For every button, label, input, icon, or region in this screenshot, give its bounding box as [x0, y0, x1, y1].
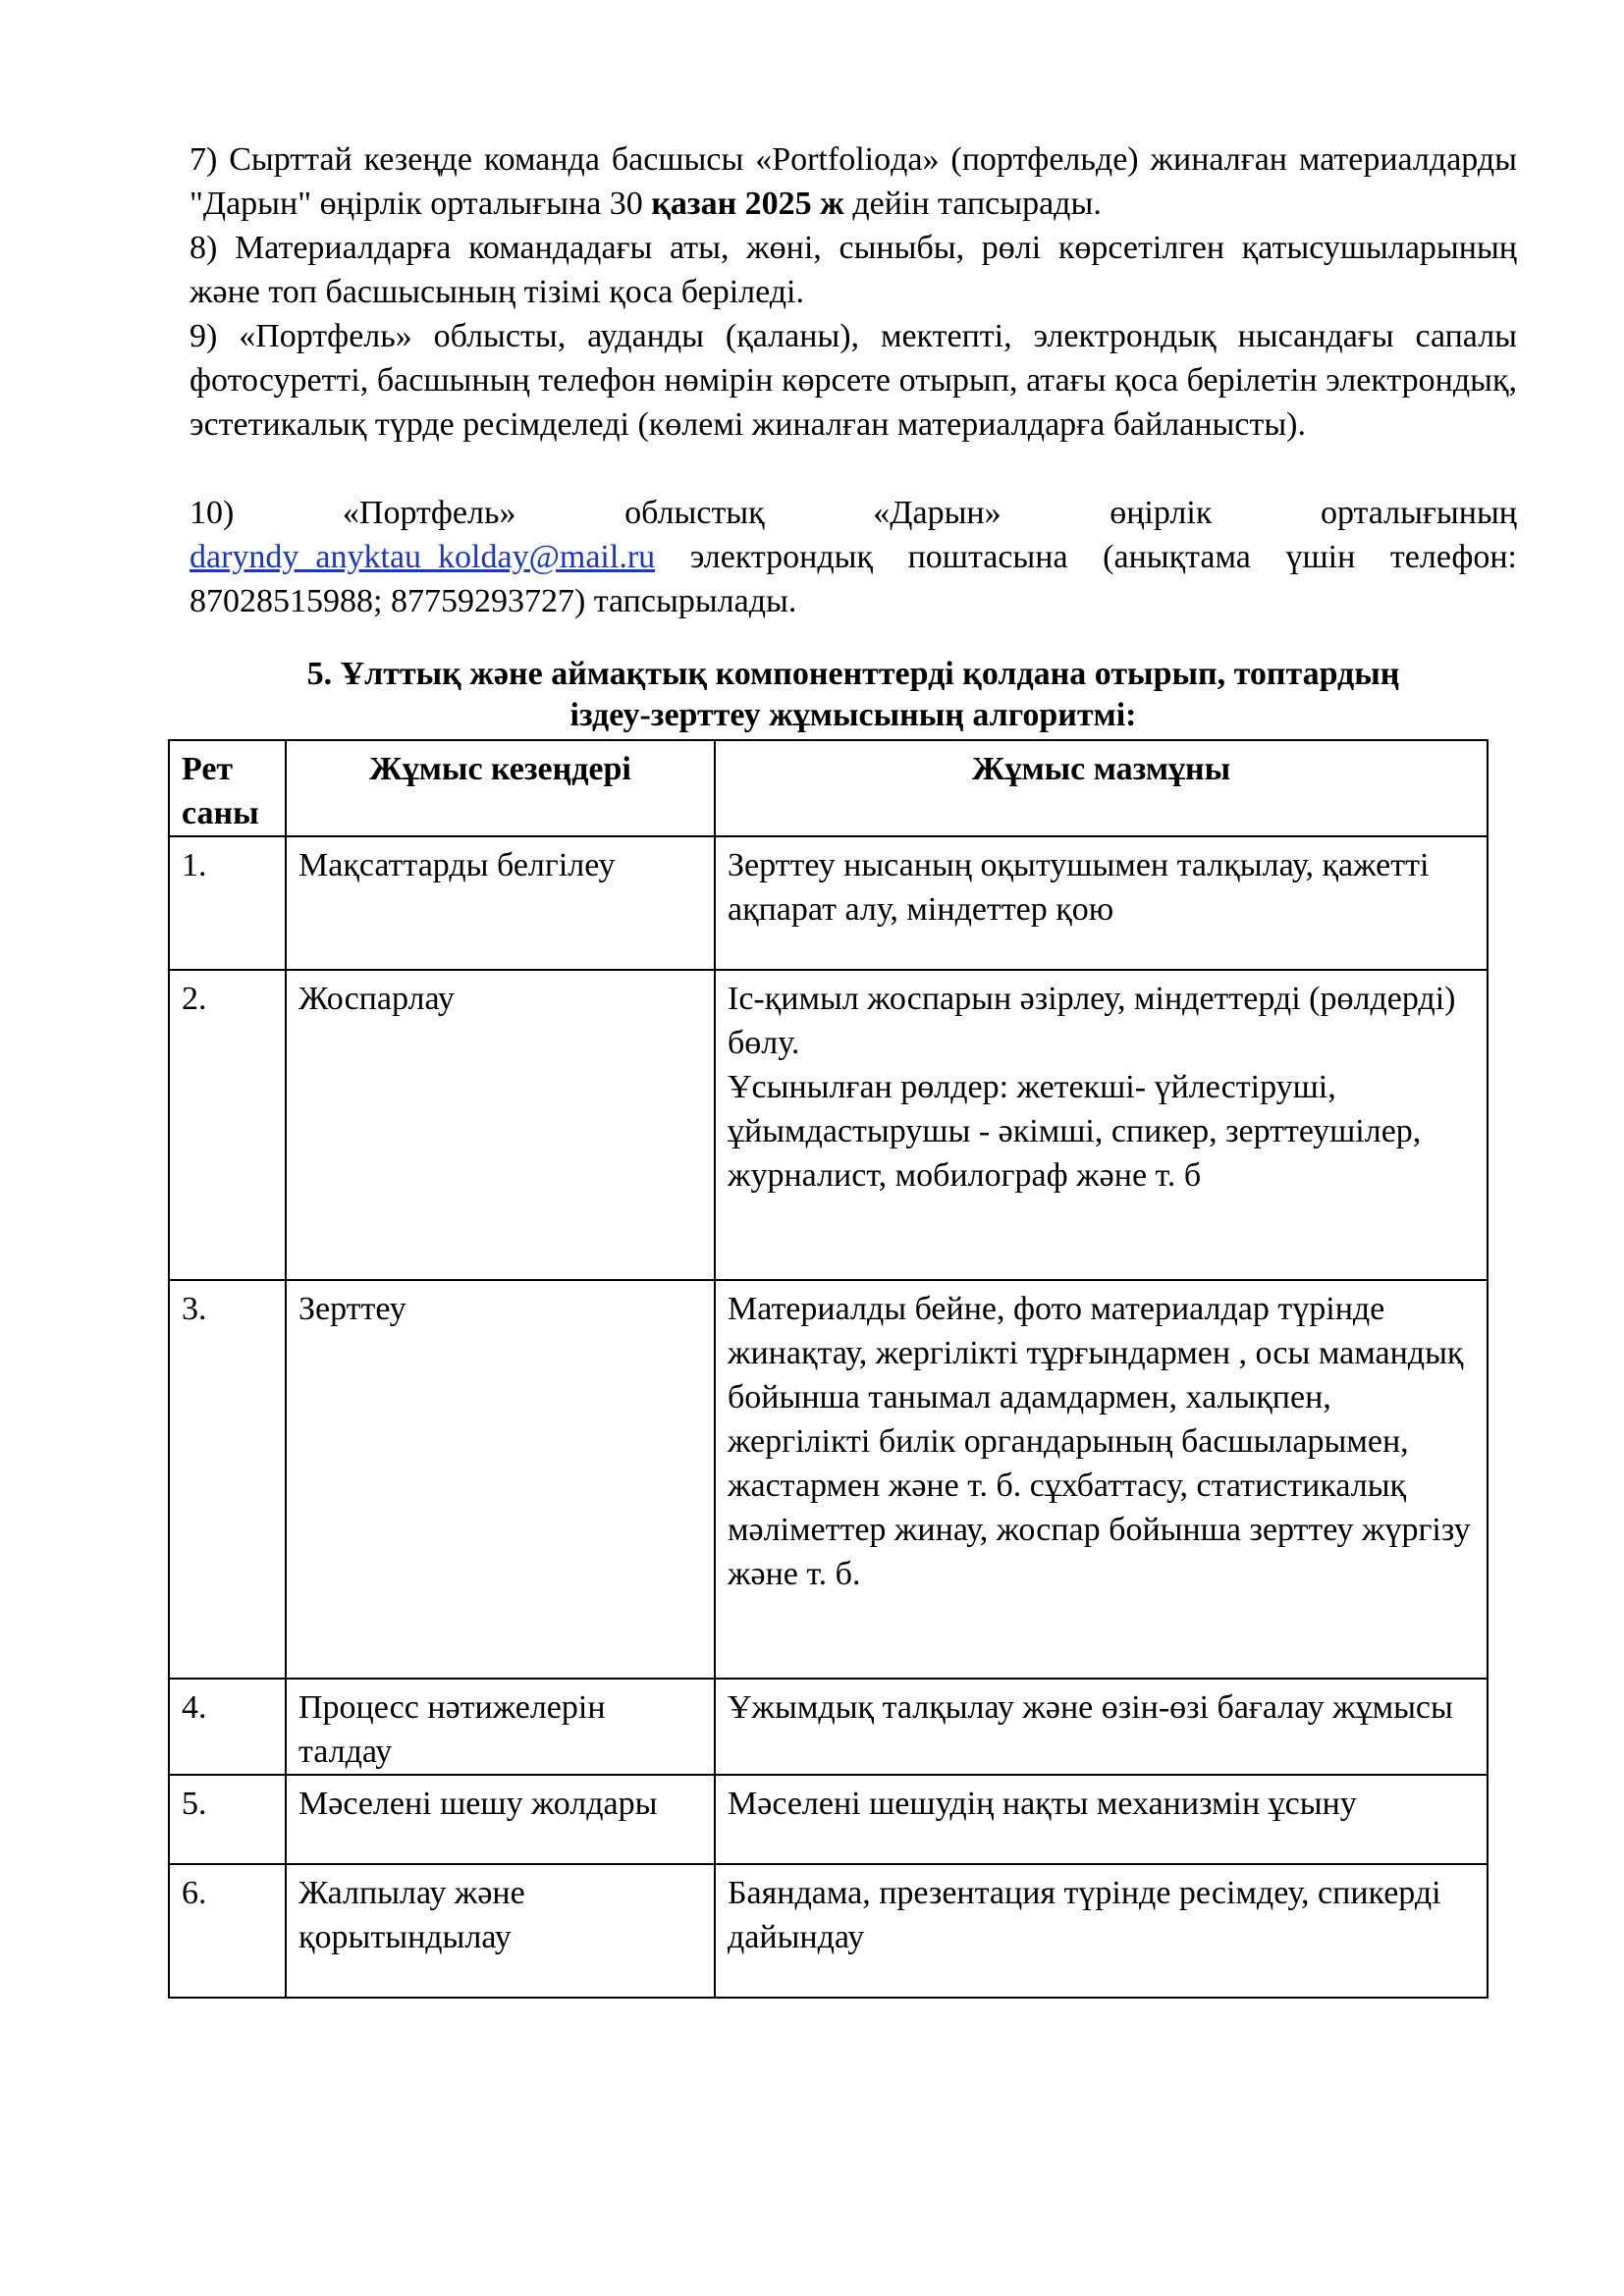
paragraph-10-tail: электрондық поштасына (анықтама үшін телефон: 87028515988; 87759293727) тапсырылады.	[189, 539, 1517, 619]
header-number: Рет саны	[169, 740, 286, 836]
row-number: 4.	[169, 1679, 286, 1775]
row-stage: Процесс нәтижелерін талдау	[286, 1679, 715, 1775]
table-row	[169, 1679, 1488, 1775]
section-heading	[189, 654, 1517, 736]
row-stage: Жоспарлау	[286, 970, 715, 1280]
row-stage: Зерттеу	[286, 1280, 715, 1679]
algorithm-table	[168, 739, 1489, 1999]
row-stage: Мақсаттарды белгілеу	[286, 836, 715, 970]
deadline-date: қазан 2025 ж	[651, 186, 844, 222]
row-number: 2.	[169, 970, 286, 1280]
paragraph-7	[189, 137, 1517, 226]
row-number: 3.	[169, 1280, 286, 1679]
section-heading-line-2: іздеу-зерттеу жұмысының алгоритмі:	[569, 697, 1137, 733]
row-content: Мәселені шешудің нақты механизмін ұсыну	[715, 1775, 1488, 1864]
paragraph-10	[189, 491, 1517, 623]
row-number: 5.	[169, 1775, 286, 1864]
table-row	[169, 1280, 1488, 1679]
row-number: 6.	[169, 1864, 286, 1998]
row-content: Баяндама, презентация түрінде ресімдеу, спикерді дайындау	[715, 1864, 1488, 1998]
row-content: Материалды бейне, фото материалдар түрінде жинақтау, жергілікті тұрғындармен , осы мамандық бойынша танымал адамдармен, халықпен, жергілікті билік органдарының басшыларымен, жастармен және т. б. сұхбаттасу, статистикалық мәліметтер жинау, жоспар бойынша зерттеу жүргізу және т. б.	[715, 1280, 1488, 1679]
table-row	[169, 970, 1488, 1280]
section-heading-line-1: 5. Ұлттық және аймақтық компоненттерді қолдана отырып, топтардың	[306, 656, 1400, 692]
row-content: Зерттеу нысаның оқытушымен талқылау, қажетті ақпарат алу, міндеттер қою	[715, 836, 1488, 970]
table-header-row	[169, 740, 1488, 836]
paragraph-8: 8) Материалдарға командадағы аты, жөні, сыныбы, рөлі көрсетілген қатысушыларының және топ басшысының тізімі қоса беріледі.	[189, 230, 1517, 310]
table-row	[169, 1775, 1488, 1864]
header-content: Жұмыс мазмұны	[715, 740, 1488, 836]
row-content-line-1: Іс-қимыл жоспарын әзірлеу, міндеттерді (рөлдерді) бөлу.	[728, 981, 1456, 1061]
row-content-line-2: Ұсынылған рөлдер: жетекші- үйлестіруші, ұйымдастырушы - әкімші, спикер, зерттеушілер, журналист, мобилограф және т. б	[728, 1069, 1422, 1194]
row-content	[715, 970, 1488, 1280]
table-row	[169, 1864, 1488, 1998]
paragraph-7-tail: дейін тапсырады.	[843, 186, 1102, 222]
email-link[interactable]: daryndy_anyktau_kolday@mail.ru	[189, 539, 656, 575]
row-stage: Мәселені шешу жолдары	[286, 1775, 715, 1864]
header-stages: Жұмыс кезеңдері	[286, 740, 715, 836]
table-row	[169, 836, 1488, 970]
row-content: Ұжымдық талқылау және өзін-өзі бағалау жұмысы	[715, 1679, 1488, 1775]
paragraph-7-text: 7) Сырттай кезеңде команда басшысы «Portfolioда» (портфельде) жиналған материалдарды "Дарын" өңірлік орталығына 30	[189, 141, 1517, 222]
paragraph-10-body	[189, 535, 1517, 623]
row-number: 1.	[169, 836, 286, 970]
row-stage: Жалпылау және қорытындылау	[286, 1864, 715, 1998]
paragraph-9: 9) «Портфель» облысты, ауданды (қаланы), мектепті, электрондық нысандағы сапалы фотосуретті, басшының телефон нөмірін көрсете отырып, атағы қоса берілетін электрондық, эстетикалық түрде ресімделеді (көлемі жиналған материалдарға байланысты).	[189, 318, 1517, 443]
paragraph-10-lead: 10) «Портфель» облыстық «Дарын» өңірлік орталығының	[189, 495, 1517, 531]
